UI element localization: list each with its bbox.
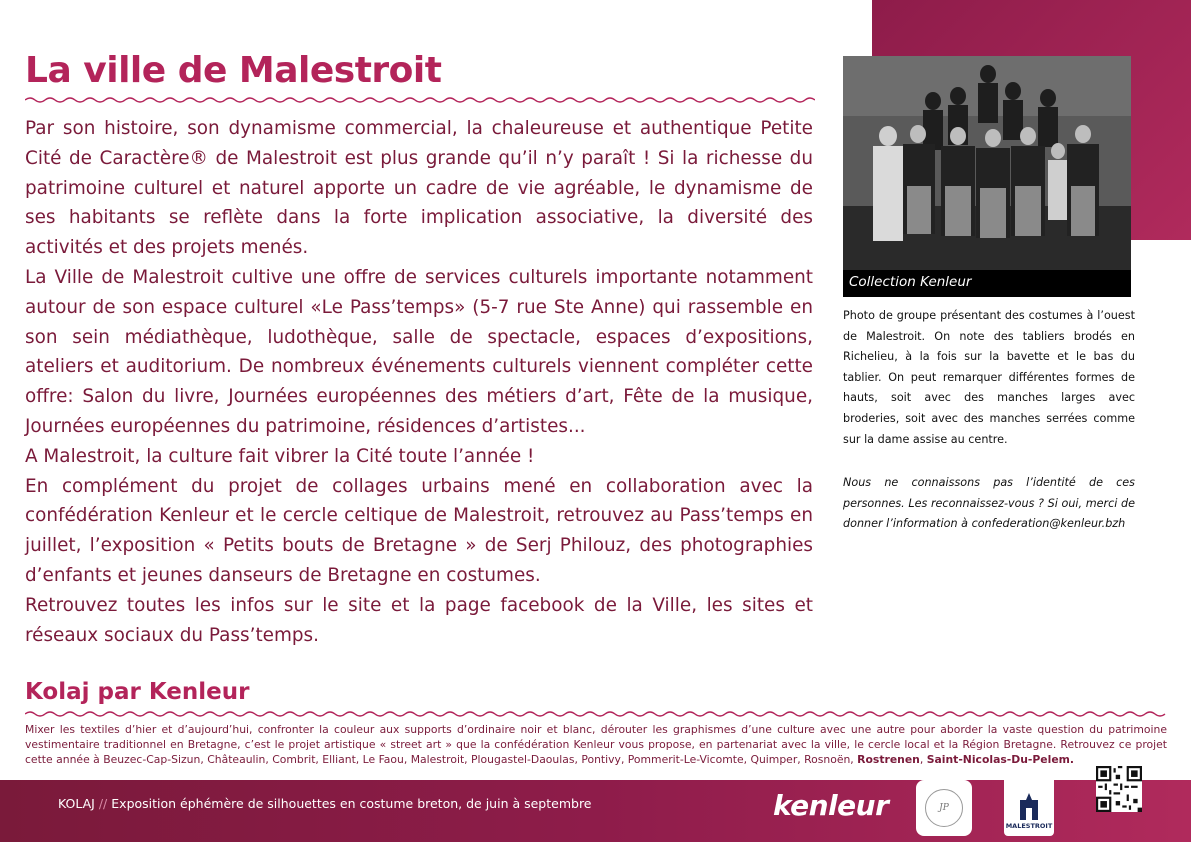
- footer-caption: [58, 796, 592, 811]
- partner-logo-mark: JP: [925, 789, 963, 827]
- paragraph: A Malestroit, la culture fait vibrer la Cité toute l’année !: [25, 445, 535, 467]
- malestroit-crest-icon: [1016, 792, 1042, 822]
- photo-frame: [843, 56, 1131, 297]
- paragraph: La Ville de Malestroit cultive une offre de services culturels importante notamment autour de son espace culturel «Le Pass’temps» (5-7 rue Ste Anne) qui rassemble en son sein médiathèque, ludothèque, salle de spectacle, espaces d’expositions, ateliers et auditorium. De nombreux événements culturels viennent compléter cette offre: Salon du livre, Journées européennes des métiers d’art, Fête de la musique, Journées européennes du patrimoine, résidences d’artistes...: [25, 266, 813, 437]
- kolaj-bold-town: Saint-Nicolas-Du-Pelem.: [926, 753, 1075, 767]
- photo-description: Photo de groupe présentant des costumes à l’ouest de Malestroit. On note des tabliers brodés en Richelieu, à la fois sur la bavette et le bas du tablier. On peut remarquer différentes formes de hauts, soit avec des manches larges avec broderies, soit avec des manches serrées comme sur la dame assise au centre.: [843, 309, 1135, 446]
- photo-caption-bar: [843, 270, 1131, 297]
- malestroit-logo-text: MALESTROIT: [1005, 822, 1053, 830]
- paragraph: Retrouvez toutes les infos sur le site et la page facebook de la Ville, les sites et réseaux sociaux du Pass’temps.: [25, 594, 813, 646]
- wave-divider: [25, 96, 815, 104]
- paragraph: Par son histoire, son dynamisme commercial, la chaleureuse et authentique Petite Cité de Caractère® de Malestroit est plus grande qu’il n’y paraît ! Si la richesse du patrimoine culturel et naturel apporte un cadre de vie agréable, le dynamisme de ses habitants se reflète dans la forte implication associative, la diversité des activités et des projets menés.: [25, 118, 813, 259]
- footer-text: Exposition éphémère de silhouettes en costume breton, de juin à septembre: [111, 796, 592, 811]
- kolaj-description: [25, 722, 1167, 768]
- footer-slashes: //: [98, 796, 108, 811]
- wave-divider: [25, 710, 1167, 718]
- partner-logo[interactable]: [916, 780, 972, 836]
- photo-caption: Collection Kenleur: [849, 274, 972, 290]
- kolaj-bold-town: Rostrenen: [857, 753, 920, 767]
- paragraph: En complément du projet de collages urbains mené en collaboration avec la confédération Kenleur et le cercle celtique de Malestroit, retrouvez au Pass’temps en juillet, l’exposition « Petits bouts de Bretagne » de Serj Philouz, des photographies d’enfants et jeunes danseurs de Bretagne en costumes.: [25, 475, 813, 586]
- malestroit-logo[interactable]: [1004, 770, 1054, 836]
- main-body-text: [25, 114, 813, 650]
- footer-prefix: KOLAJ: [58, 796, 95, 811]
- kolaj-separator: ,: [919, 753, 927, 767]
- page-title: La ville de Malestroit: [25, 50, 442, 91]
- photo-identity-note: Nous ne connaissons pas l’identité de ces personnes. Les reconnaissez-vous ? Si oui, merci de donner l’information à confederation@kenleur.bzh: [843, 476, 1135, 531]
- group-photo: [843, 56, 1131, 270]
- kenleur-logo[interactable]: kenleur: [773, 789, 889, 822]
- qr-code-icon[interactable]: [1096, 766, 1142, 812]
- kolaj-text: Mixer les textiles d’hier et d’aujourd’hui, confronter la couleur aux supports d’ordinaire noir et blanc, dérouter les graphismes d’une culture avec une autre pour aborder la vaste question du patrimoine vestimentaire traditionnel en Bretagne, c’est le projet artistique « street art » que la confédération Kenleur vous propose, en partenariat avec la ville, le cercle local et la Région Bretagne. Retrouvez ce projet cette année à Beuzec-Cap-Sizun, Châteaulin, Combrit, Elliant, Le Faou, Malestroit, Plougastel-Daoulas, Pontivy, Pommerit-Le-Vicomte, Quimper, Rosnoën,: [25, 723, 1167, 767]
- kolaj-title: Kolaj par Kenleur: [25, 679, 250, 705]
